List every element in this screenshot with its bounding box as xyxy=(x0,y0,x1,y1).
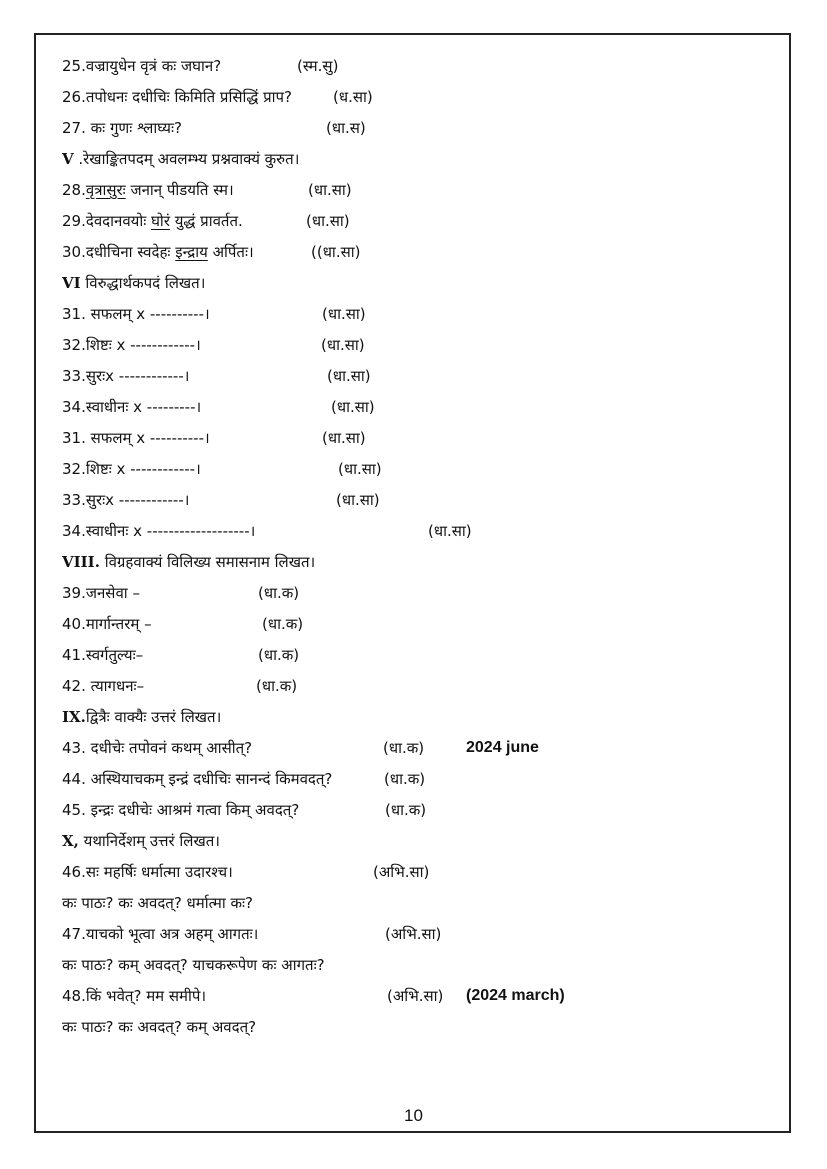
section-numeral: X, xyxy=(62,832,79,850)
source-tag: (धा.सा) xyxy=(327,367,371,385)
question-text: 26.तपोधनः दधीचिः किमिति प्रसिद्धिं प्राप? xyxy=(62,88,293,106)
question-text: 43. दधीचेः तपोवनं कथम् आसीत्? xyxy=(62,739,253,757)
source-tag: (स्म.सु) xyxy=(297,57,339,75)
question-text: जनान् पीडयति स्म। xyxy=(125,181,234,199)
question-31-repeat xyxy=(62,428,366,448)
question-number: 28. xyxy=(62,181,86,199)
question-text: कः पाठः? कः अवदत्? कम् अवदत्? xyxy=(62,1018,257,1036)
question-text: 33.सुरःx ------------। xyxy=(62,367,190,385)
question-text: अर्पितः। xyxy=(207,243,254,261)
section-instruction: .रेखाङ्कितपदम् अवलम्भ्य प्रश्नवाक्यं कुरुत। xyxy=(73,150,300,168)
underlined-word: घोरं xyxy=(151,212,170,230)
section-numeral: V xyxy=(62,150,74,168)
section-instruction: यथानिर्देशम् उत्तरं लिखत। xyxy=(78,832,220,850)
year-tag: 2024 june xyxy=(466,739,539,756)
question-29 xyxy=(62,211,350,231)
question-26 xyxy=(62,87,373,107)
question-text: 32.शिष्टः x ------------। xyxy=(62,460,201,478)
section-numeral: VIII. xyxy=(62,553,100,571)
source-tag: (धा.क) xyxy=(384,770,426,788)
source-tag: (धा.क) xyxy=(385,801,427,819)
question-text: 44. अस्थियाचकम् इन्द्रं दधीचिः सानन्दं किमवदत्? xyxy=(62,770,333,788)
source-tag: (अभि.सा) xyxy=(387,987,444,1005)
question-45 xyxy=(62,800,427,820)
question-text: 46.सः महर्षिः धर्मात्मा उदारश्च। xyxy=(62,863,233,881)
question-27 xyxy=(62,118,366,138)
question-text: 31. सफलम् x ----------। xyxy=(62,429,210,447)
question-text: कः पाठः? कम् अवदत्? याचकरूपेण कः आगतः? xyxy=(62,956,325,974)
question-25 xyxy=(62,56,339,76)
question-34 xyxy=(62,397,375,417)
source-tag: (धा.सा) xyxy=(428,522,472,540)
question-text: 34.स्वाधीनः x ---------। xyxy=(62,398,202,416)
question-text: 40.मार्गान्तरम् – xyxy=(62,615,152,633)
question-text: 33.सुरःx ------------। xyxy=(62,491,190,509)
question-47 xyxy=(62,924,442,944)
source-tag: (धा.सा) xyxy=(306,212,350,230)
source-tag: ((धा.सा) xyxy=(311,243,361,261)
question-text: 25.वज्रायुधेन वृत्रं कः जघान? xyxy=(62,57,222,75)
source-tag: (ध.सा) xyxy=(333,88,373,106)
source-tag: (धा.क) xyxy=(258,646,300,664)
source-tag: (धा.सा) xyxy=(321,336,365,354)
question-text: 39.जनसेवा – xyxy=(62,584,140,602)
question-31 xyxy=(62,304,366,324)
question-32-repeat xyxy=(62,459,382,479)
question-text: 30.दधीचिना स्वदेहः xyxy=(62,243,176,261)
question-text: 29.देवदानवयोः xyxy=(62,212,152,230)
question-text: 34.स्वाधीनः x -------------------। xyxy=(62,522,256,540)
question-text: 32.शिष्टः x ------------। xyxy=(62,336,201,354)
section-instruction: विरुद्धार्थकपदं लिखत। xyxy=(80,274,206,292)
question-text: 48.किं भवेत्? मम समीपे। xyxy=(62,987,207,1005)
subquestion-48 xyxy=(62,1017,256,1037)
source-tag: (धा.सा) xyxy=(338,460,382,478)
question-34-repeat xyxy=(62,521,472,541)
question-40 xyxy=(62,614,304,634)
question-30 xyxy=(62,242,361,262)
section-numeral: VI xyxy=(62,274,81,292)
question-41 xyxy=(62,645,300,665)
source-tag: (धा.क) xyxy=(256,677,298,695)
section-instruction: द्वित्रैः वाक्यैः उत्तरं लिखत। xyxy=(85,708,222,726)
question-42 xyxy=(62,676,298,696)
underlined-word: इन्द्राय xyxy=(175,243,208,261)
question-text: 45. इन्द्रः दधीचेः आश्रमं गत्वा किम् अवदत्? xyxy=(62,801,300,819)
page-number: 10 xyxy=(404,1106,423,1125)
question-32 xyxy=(62,335,365,355)
section-numeral: IX. xyxy=(62,708,86,726)
year-tag: (2024 march) xyxy=(466,987,565,1004)
subquestion-46 xyxy=(62,893,253,913)
section-heading-vi xyxy=(62,273,205,293)
source-tag: (अभि.सा) xyxy=(373,863,430,881)
source-tag: (धा.क) xyxy=(262,615,304,633)
question-text: युद्धं प्रावर्तत. xyxy=(169,212,243,230)
source-tag: (धा.सा) xyxy=(308,181,352,199)
source-tag: (अभि.सा) xyxy=(385,925,442,943)
question-text: 47.याचको भूत्वा अत्र अहम् आगतः। xyxy=(62,925,259,943)
section-heading-viii xyxy=(62,552,315,572)
source-tag: (धा.स) xyxy=(326,119,366,137)
question-39 xyxy=(62,583,300,603)
question-33-repeat xyxy=(62,490,380,510)
question-text: 27. कः गुणः श्लाघ्यः? xyxy=(62,119,182,137)
question-44 xyxy=(62,769,426,789)
question-46 xyxy=(62,862,430,882)
question-text: 42. त्यागधनः– xyxy=(62,677,145,695)
source-tag: (धा.क) xyxy=(383,739,425,757)
question-text: कः पाठः? कः अवदत्? धर्मात्मा कः? xyxy=(62,894,253,912)
source-tag: (धा.सा) xyxy=(336,491,380,509)
source-tag: (धा.सा) xyxy=(322,429,366,447)
section-heading-v xyxy=(62,149,299,169)
question-48 xyxy=(62,986,565,1006)
question-text: 31. सफलम् x ----------। xyxy=(62,305,210,323)
section-heading-ix xyxy=(62,707,221,727)
source-tag: (धा.सा) xyxy=(322,305,366,323)
underlined-word: वृत्रासुरः xyxy=(85,181,126,199)
question-43 xyxy=(62,738,539,758)
section-heading-x xyxy=(62,831,220,851)
source-tag: (धा.सा) xyxy=(331,398,375,416)
question-33 xyxy=(62,366,371,386)
question-28 xyxy=(62,180,352,200)
subquestion-47 xyxy=(62,955,325,975)
question-text: 41.स्वर्गतुल्यः– xyxy=(62,646,144,664)
source-tag: (धा.क) xyxy=(258,584,300,602)
section-instruction: विग्रहवाक्यं विलिख्य समासनाम लिखत। xyxy=(99,553,316,571)
